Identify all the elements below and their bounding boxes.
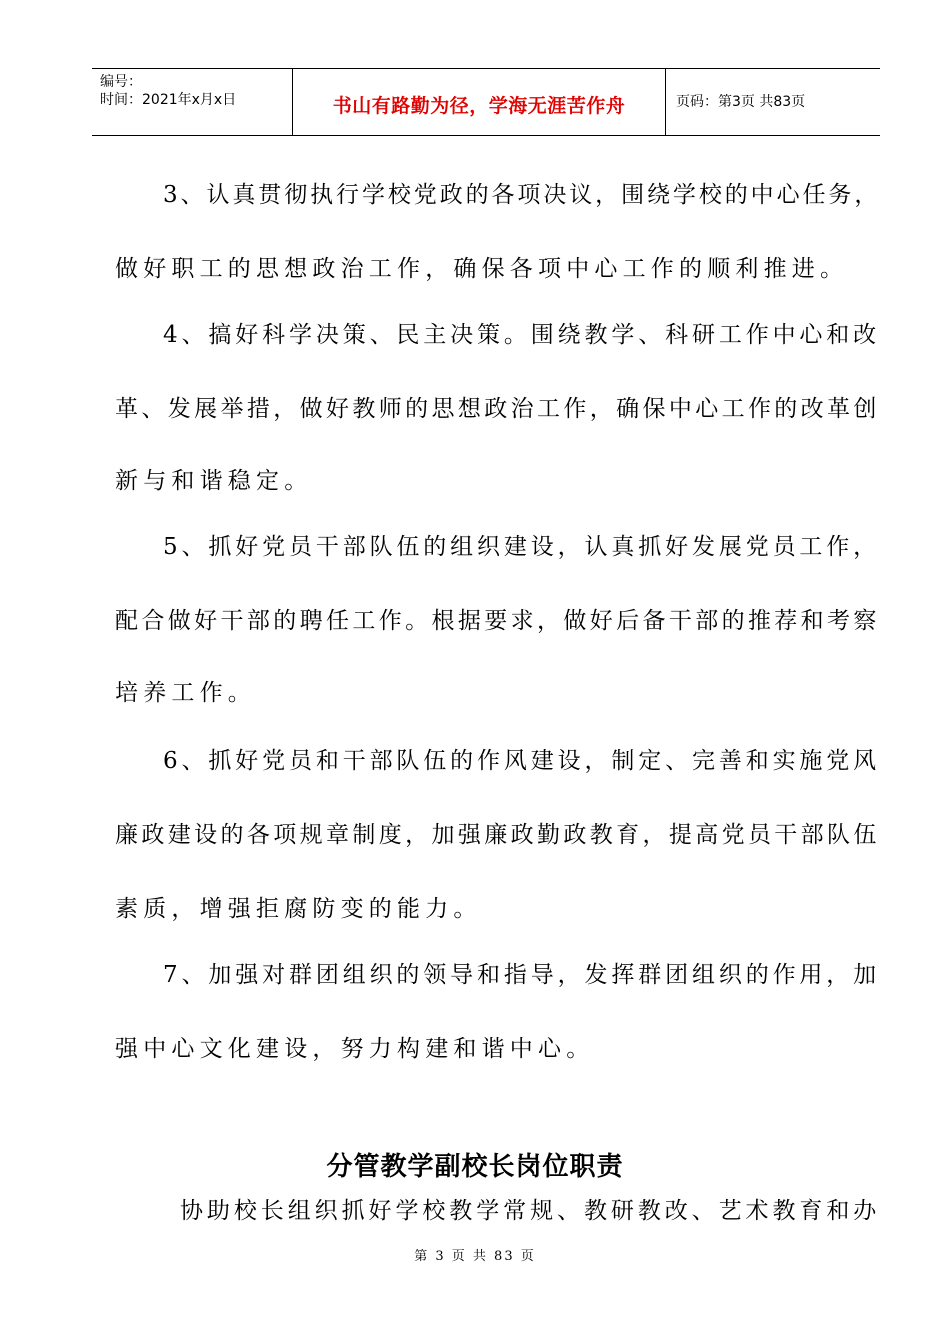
page-footer: 第 3 页 共 83 页 — [414, 1249, 536, 1264]
section-intro-line: 协助校长组织抓好学校教学常规、教研教改、艺术教育和办 — [180, 1198, 881, 1224]
page-header — [92, 68, 880, 136]
header-motto: 书山有路勤为径，学海无涯苦作舟 — [332, 95, 626, 117]
paragraph-4-line-2: 革、发展举措，做好教师的思想政治工作，确保中心工作的改革创 — [115, 396, 880, 422]
header-page-cell — [666, 69, 880, 135]
paragraph-5-line-1: 5、抓好党员干部队伍的组织建设，认真抓好发展党员工作， — [163, 534, 881, 560]
paragraph-5-line-3: 培养工作。 — [115, 680, 256, 706]
header-motto-cell — [293, 69, 666, 135]
paragraph-6-line-1: 6、抓好党员和干部队伍的作风建设，制定、完善和实施党风 — [163, 748, 881, 774]
paragraph-3-line-1: 3、认真贯彻执行学校党政的各项决议，围绕学校的中心任务， — [163, 182, 881, 208]
paragraph-7-line-2: 强中心文化建设，努力构建和谐中心。 — [115, 1036, 595, 1062]
header-page-label: 页码：第3页 共83页 — [676, 94, 806, 110]
paragraph-5-line-2: 配合做好干部的聘任工作。根据要求，做好后备干部的推荐和考察 — [115, 608, 880, 634]
document-time-label: 时间：2021年x月x日 — [100, 92, 237, 108]
paragraph-7-line-1: 7、加强对群团组织的领导和指导，发挥群团组织的作用，加 — [163, 962, 881, 988]
section-title: 分管教学副校长岗位职责 — [326, 1152, 624, 1182]
paragraph-4-line-1: 4、搞好科学决策、民主决策。围绕教学、科研工作中心和改 — [163, 322, 881, 348]
paragraph-4-line-3: 新与和谐稳定。 — [115, 468, 313, 494]
paragraph-6-line-2: 廉政建设的各项规章制度，加强廉政勤政教育，提高党员干部队伍 — [115, 822, 880, 848]
header-info-cell — [92, 69, 293, 135]
paragraph-6-line-3: 素质，增强拒腐防变的能力。 — [115, 896, 482, 922]
document-number-label: 编号： — [100, 74, 142, 90]
paragraph-3-line-2: 做好职工的思想政治工作，确保各项中心工作的顺利推进。 — [115, 256, 849, 282]
